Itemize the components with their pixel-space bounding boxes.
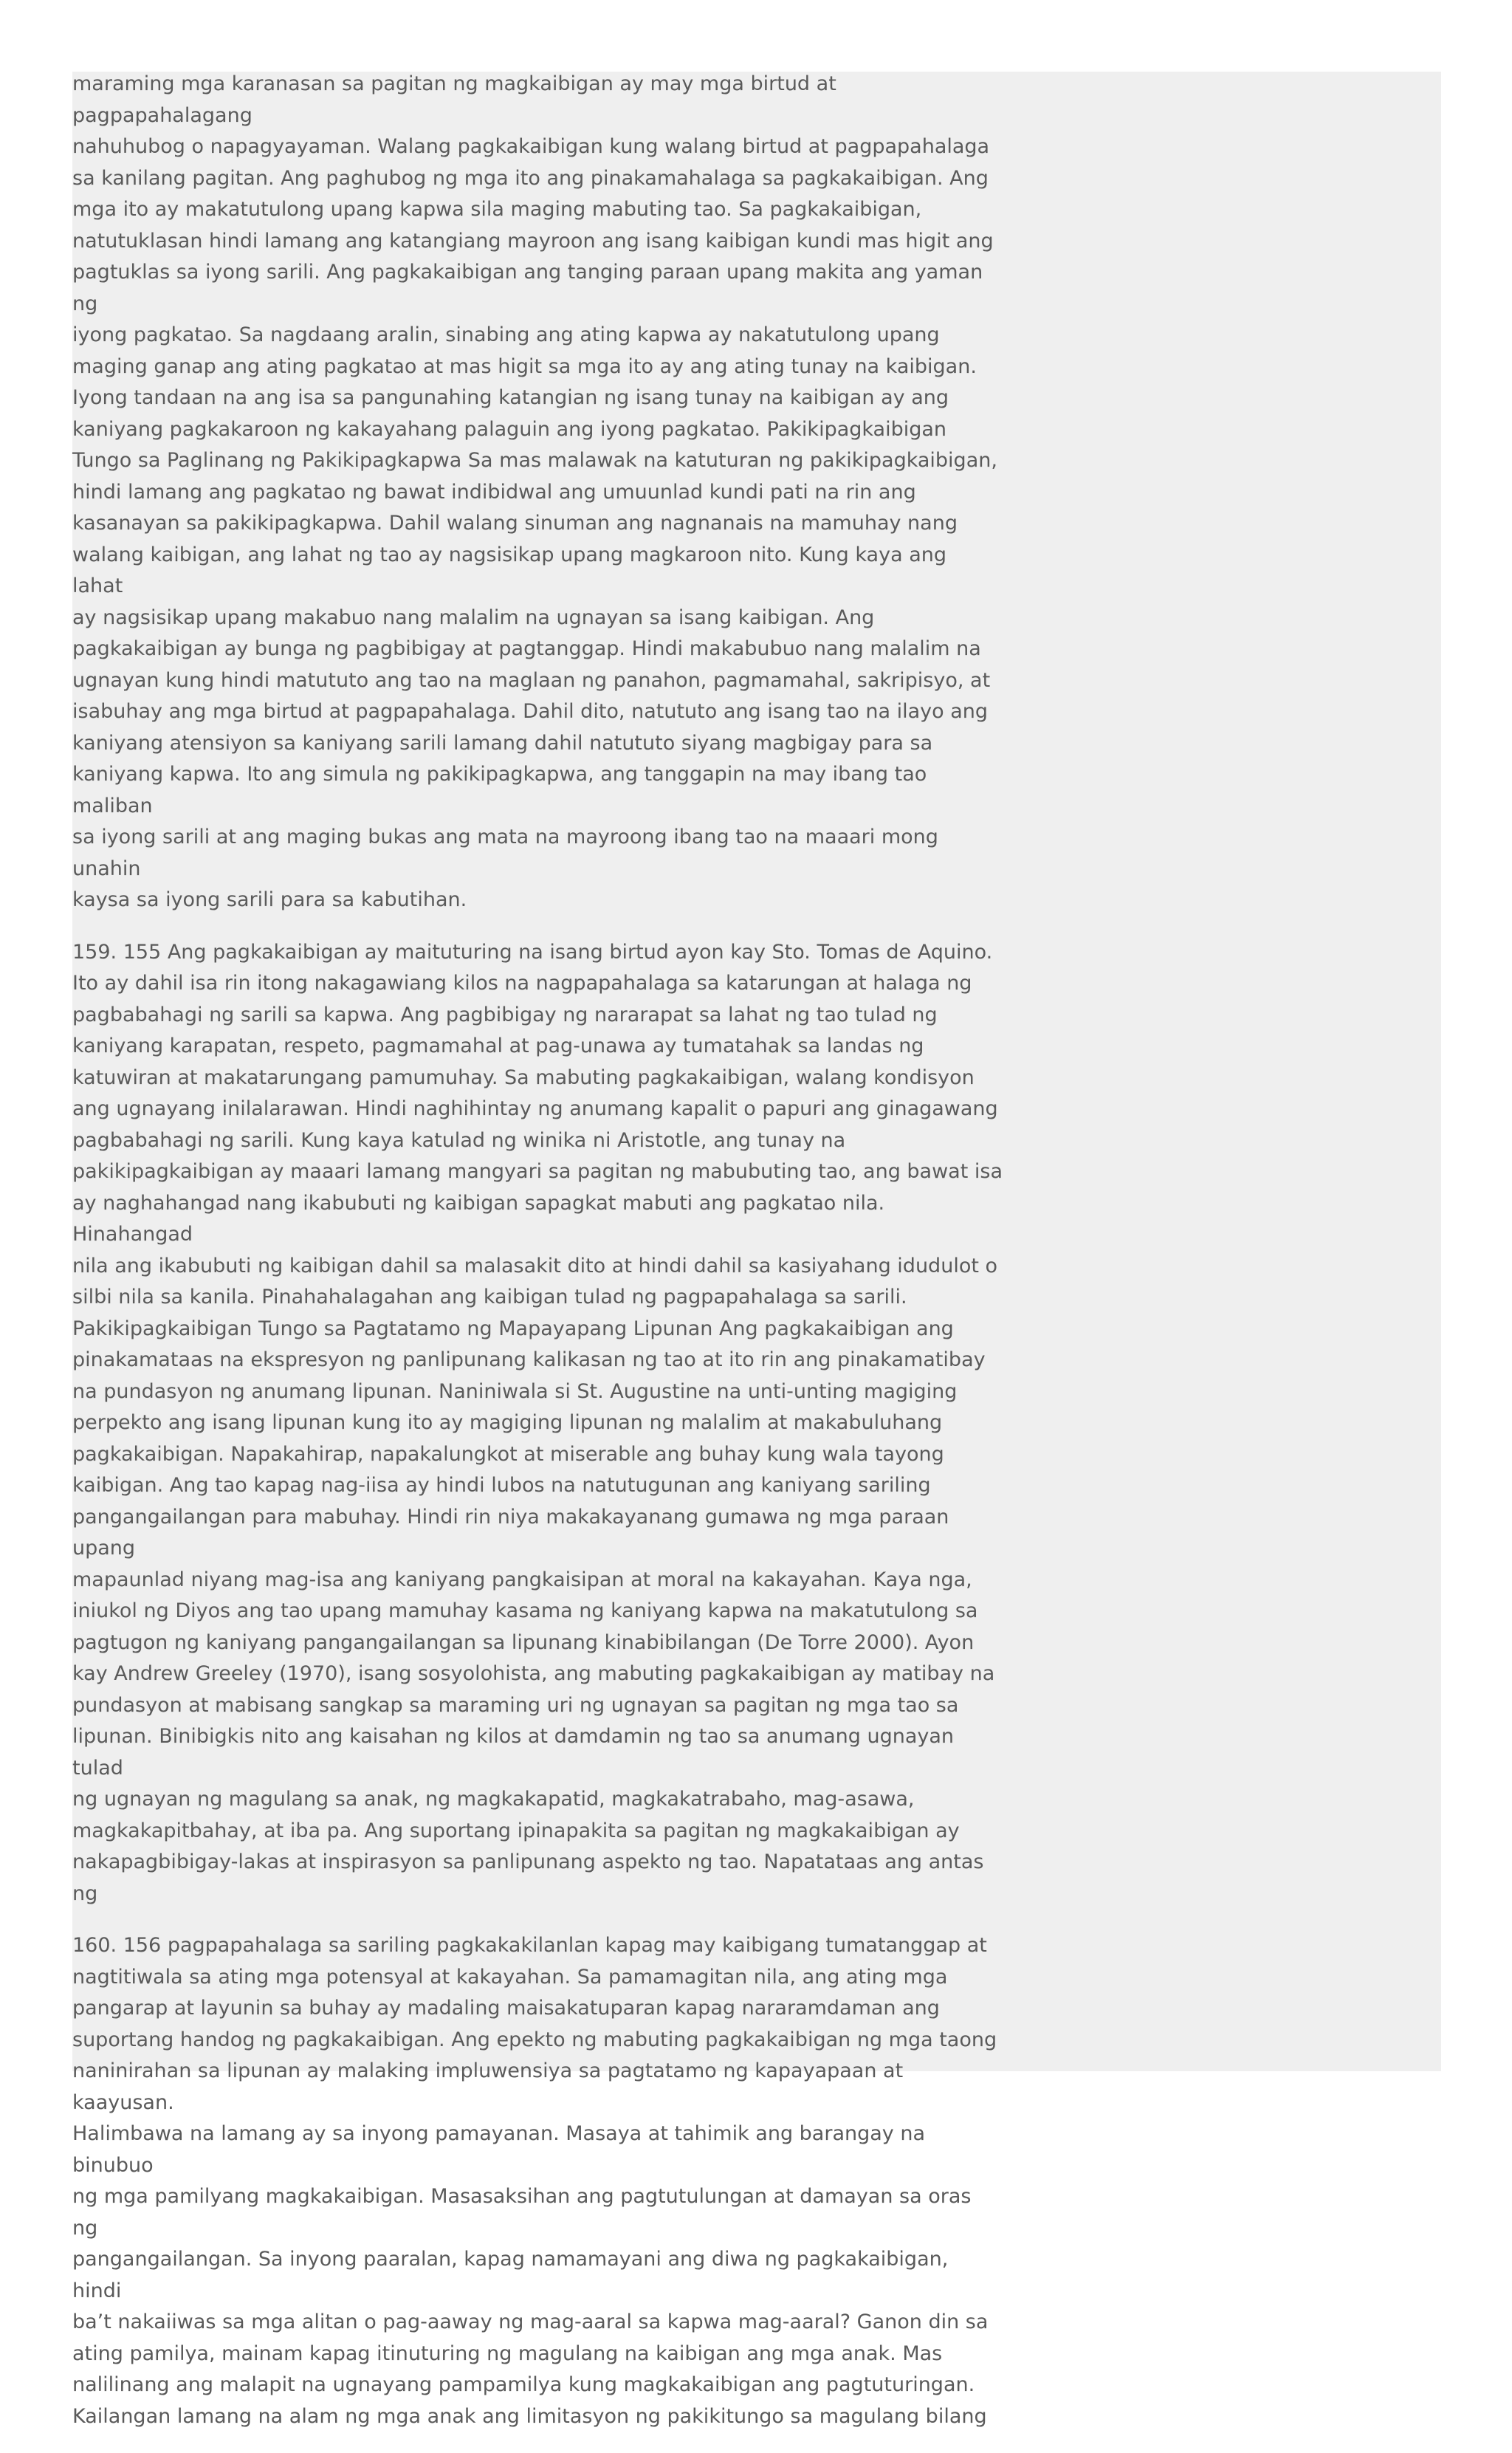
paragraph-friendship-virtues: maraming mga karanasan sa pagitan ng magkaibigan ay may mga birtud at pagpapahalagang nahuhubog o napagyayaman. Walang pagkakaibigan kung walang birtud at pagpapahalaga sa kanilang pagitan. Ang paghubog ng mga ito ang pinakamahalaga sa pagkakaibigan. Ang mga ito ay makatutulong upang kapwa sila maging mabuting tao. Sa pagkakaibigan, natutuklasan hindi lamang ang katangiang mayroon ang isang kaibigan kundi mas higit ang pagtuklas sa iyong sarili. Ang pagkakaibigan ang tanging paraan upang makita ang yaman ng iyong pagkatao. Sa nagdaang aralin, sinabing ang ating kapwa ay nakatutulong upang maging ganap ang ating pagkatao at mas higit sa mga ito ay ang ating tunay na kaibigan. Iyong tandaan na ang isa sa pangunahing katangian ng isang tunay na kaibigan ay ang kaniyang pagkakaroon ng kakayahang palaguin ang iyong pagkatao. Pakikipagkaibigan Tungo sa Paglinang ng Pakikipagkapwa Sa mas malawak na katuturan ng pakikipagkaibigan, hindi lamang ang pagkatao ng bawat indibidwal ang umuunlad kundi pati na rin ang kasanayan sa pakikipagkapwa. Dahil walang sinuman ang nagnanais na mamuhay nang walang kaibigan, ang lahat ng tao ay nagsisikap upang magkaroon nito. Kung kaya ang lahat ay nagsisikap upang makabuo nang malalim na ugnayan sa isang kaibigan. Ang pagkakaibigan ay bunga ng pagbibigay at pagtanggap. Hindi makabubuo nang malalim na ugnayan kung hindi matututo ang tao na maglaan ng panahon, pagmamahal, sakripisyo, at isabuhay ang mga birtud at pagpapahalaga. Dahil dito, natututo ang isang tao na ilayo ang kaniyang atensiyon sa kaniyang sarili lamang dahil natututo siyang magbigay para sa kaniyang kapwa. Ito ang simula ng pakikipagkapwa, ang tanggapin na may ibang tao maliban sa iyong sarili at ang maging bukas ang mata na mayroong ibang tao na maaari mong unahin kaysa sa iyong sarili para sa kabutihan. [72, 72, 997, 911]
document-body [72, 69, 1003, 2453]
paragraph-159-155: 159. 155 Ang pagkakaibigan ay maituturing na isang birtud ayon kay Sto. Tomas de Aquino. Ito ay dahil isa rin itong nakagawiang kilos na nagpapahalaga sa katarungan at halaga ng pagbabahagi ng sarili sa kapwa. Ang pagbibigay ng nararapat sa lahat ng tao tulad ng kaniyang karapatan, respeto, pagmamahal at pag-unawa ay tumatahak sa landas ng katuwiran at makatarungang pamumuhay. Sa mabuting pagkakaibigan, walang kondisyon ang ugnayang inilalarawan. Hindi naghihintay ng anumang kapalit o papuri ang ginagawang pagbabahagi ng sarili. Kung kaya katulad ng winika ni Aristotle, ang tunay na pakikipagkaibigan ay maaari lamang mangyari sa pagitan ng mabubuting tao, ang bawat isa ay naghahangad nang ikabubuti ng kaibigan sapagkat mabuti ang pagkatao nila. Hinahangad nila ang ikabubuti ng kaibigan dahil sa malasakit dito at hindi dahil sa kasiyahang idudulot o silbi nila sa kanila. Pinahahalagahan ang kaibigan tulad ng pagpapahalaga sa sarili. Pakikipagkaibigan Tungo sa Pagtatamo ng Mapayapang Lipunan Ang pagkakaibigan ang pinakamataas na ekspresyon ng panlipunang kalikasan ng tao at ito rin ang pinakamatibay na pundasyon ng anumang lipunan. Naniniwala si St. Augustine na unti-unting magiging perpekto ang isang lipunan kung ito ay magiging lipunan ng malalim at makabuluhang pagkakaibigan. Napakahirap, napakalungkot at miserable ang buhay kung wala tayong kaibigan. Ang tao kapag nag-iisa ay hindi lubos na natutugunan ang kaniyang sariling pangangailangan para mabuhay. Hindi rin niya makakayanang gumawa ng mga paraan upang mapaunlad niyang mag-isa ang kaniyang pangkaisipan at moral na kakayahan. Kaya nga, iniukol ng Diyos ang tao upang mamuhay kasama ng kaniyang kapwa na makatutulong sa pagtugon ng kaniyang pangangailangan sa lipunang kinabibilangan (De Torre 2000). Ayon kay Andrew Greeley (1970), isang sosyolohista, ang mabuting pagkakaibigan ay matibay na pundasyon at mabisang sangkap sa maraming uri ng ugnayan sa pagitan ng mga tao sa lipunan. Binibigkis nito ang kaisahan ng kilos at damdamin ng tao sa anumang ugnayan tulad ng ugnayan ng magulang sa anak, ng magkakapatid, magkakatrabaho, mag-asawa, magkakapitbahay, at iba pa. Ang suportang ipinapakita sa pagitan ng magkakaibigan ay nakapagbibigay-lakas at inspirasyon sa panlipunang aspekto ng tao. Napatataas ang antas ng [72, 940, 1003, 1905]
paragraph-160-156: 160. 156 pagpapahalaga sa sariling pagkakakilanlan kapag may kaibigang tumatanggap at nagtitiwala sa ating mga potensyal at kakayahan. Sa pamamagitan nila, ang ating mga pangarap at layunin sa buhay ay madaling maisakatuparan kapag nararamdaman ang suportang handog ng pagkakaibigan. Ang epekto ng mabuting pagkakaibigan ng mga taong naninirahan sa lipunan ay malaking impluwensiya sa pagtatamo ng kapayapaan at kaayusan. Halimbawa na lamang ay sa inyong pamayanan. Masaya at tahimik ang barangay na binubuo ng mga pamilyang magkakaibigan. Masasaksihan ang pagtutulungan at damayan sa oras ng pangangailangan. Sa inyong paaralan, kapag namamayani ang diwa ng pagkakaibigan, hindi ba’t nakaiiwas sa mga alitan o pag-aaway ng mag-aaral sa kapwa mag-aaral? Ganon din sa ating pamilya, mainam kapag itinuturing ng magulang na kaibigan ang mga anak. Mas nalilinang ang malapit na ugnayang pampamilya kung magkakaibigan ang pagtuturingan. Kailangan lamang na alam ng mga anak ang limitasyon ng pakikitungo sa magulang bilang [72, 1934, 997, 2428]
